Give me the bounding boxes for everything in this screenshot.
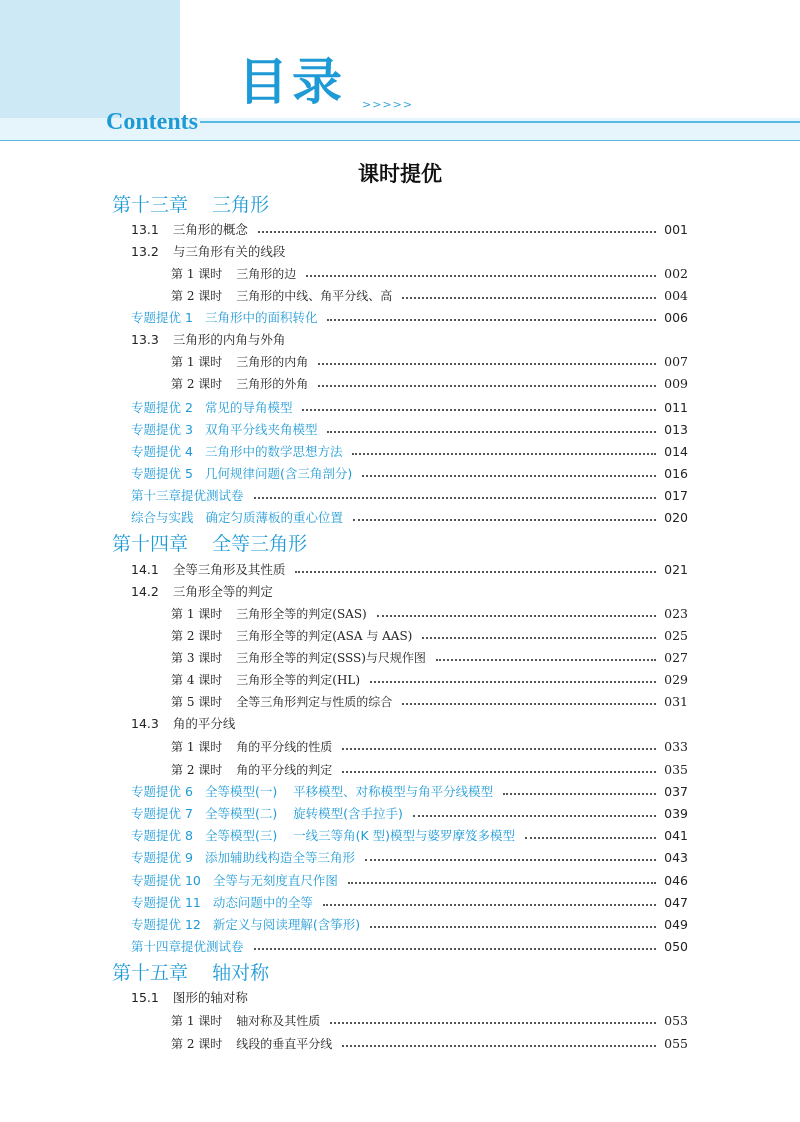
toc-entry[interactable] xyxy=(171,350,688,372)
toc-entry[interactable] xyxy=(131,780,688,802)
entry-page: 050 xyxy=(664,938,688,954)
entry-page: 009 xyxy=(664,375,688,391)
toc-entry[interactable] xyxy=(171,284,688,306)
toc-entry[interactable] xyxy=(171,758,688,780)
entry-page: 031 xyxy=(664,693,688,709)
leader-dots xyxy=(348,882,656,884)
leader-dots xyxy=(302,409,656,411)
entry-page: 011 xyxy=(664,399,688,415)
toc-entry[interactable] xyxy=(131,913,688,935)
entry-page: 053 xyxy=(664,1012,688,1028)
leader-dots xyxy=(402,703,656,705)
entry-tag: 专题提优 1 xyxy=(131,310,193,325)
entry-page: 033 xyxy=(664,738,688,754)
toc-entry[interactable] xyxy=(171,602,688,624)
entry-tag: 专题提优 10 xyxy=(131,873,201,888)
entry-text: 三角形的中线、角平分线、高 xyxy=(236,288,393,303)
chapter-14-title: 第十四章 全等三角形 xyxy=(112,533,308,555)
entry-tag: 专题提优 5 xyxy=(131,466,193,481)
leader-dots xyxy=(377,615,656,617)
chapter-13-title: 第十三章 三角形 xyxy=(112,194,270,216)
entry-page: 007 xyxy=(664,353,688,369)
entry-page: 049 xyxy=(664,916,688,932)
arrows-decoration: >>>>> xyxy=(362,98,414,111)
leader-dots xyxy=(306,275,656,277)
entry-number: 13.2 xyxy=(131,243,159,259)
entry-text: 角的平分线 xyxy=(172,716,236,731)
page-title: 目录 xyxy=(238,53,346,111)
entry-lesson: 第 2 课时 xyxy=(171,628,223,643)
entry-lesson: 第 2 课时 xyxy=(171,762,223,777)
toc-entry[interactable] xyxy=(131,824,688,846)
entry-page: 020 xyxy=(664,509,688,525)
entry-text: 全等三角形及其性质 xyxy=(172,562,286,577)
entry-text: 双角平分线夹角模型 xyxy=(204,422,318,437)
entry-text: 三角形全等的判定(SAS) xyxy=(236,606,367,621)
entry-text: 全等与无刻度直尺作图 xyxy=(212,873,338,888)
leader-dots xyxy=(413,815,656,817)
toc-entry[interactable] xyxy=(171,262,688,284)
leader-dots xyxy=(525,837,656,839)
entry-page: 027 xyxy=(664,649,688,665)
entry-page: 041 xyxy=(664,827,688,843)
entry-page: 037 xyxy=(664,783,688,799)
entry-text: 三角形的内角 xyxy=(236,354,309,369)
entry-text: 线段的垂直平分线 xyxy=(236,1036,333,1051)
contents-label: Contents xyxy=(106,109,199,135)
chapter-15-title: 第十五章 轴对称 xyxy=(112,962,270,984)
entry-text: 三角形的边 xyxy=(236,266,297,281)
entry-page: 014 xyxy=(664,443,688,459)
toc-entry[interactable] xyxy=(171,624,688,646)
toc-entry[interactable] xyxy=(171,1032,688,1054)
entry-lesson: 第 1 课时 xyxy=(171,266,223,281)
entry-tag: 专题提优 2 xyxy=(131,400,193,415)
entry-text: 全等模型(一) 平移模型、对称模型与角平分线模型 xyxy=(204,784,494,799)
chapter-14-row xyxy=(0,533,800,555)
section-title: 课时提优 xyxy=(358,161,442,186)
entry-page: 055 xyxy=(664,1035,688,1051)
leader-dots xyxy=(342,1045,656,1047)
leader-dots xyxy=(330,1022,656,1024)
leader-dots xyxy=(352,453,656,455)
entry-text: 角的平分线的性质 xyxy=(236,739,333,754)
toc-entry[interactable] xyxy=(131,506,688,528)
toc-entry[interactable] xyxy=(131,418,688,440)
toc-entry[interactable] xyxy=(131,558,688,580)
entry-text: 三角形的内角与外角 xyxy=(172,332,286,347)
entry-tag: 专题提优 4 xyxy=(131,444,193,459)
entry-text: 三角形全等的判定 xyxy=(172,584,273,599)
entry-number: 14.2 xyxy=(131,583,159,599)
chapter-15-row xyxy=(0,962,800,984)
entry-text: 全等模型(三) 一线三等角(K 型)模型与婆罗摩笈多模型 xyxy=(204,828,516,843)
leader-dots xyxy=(254,948,656,950)
entry-page: 047 xyxy=(664,894,688,910)
entry-text: 轴对称及其性质 xyxy=(236,1013,321,1028)
entry-text: 三角形中的数学思想方法 xyxy=(204,444,343,459)
toc-entry[interactable] xyxy=(171,372,688,394)
header-line xyxy=(200,121,800,123)
entry-text: 三角形全等的判定(SSS)与尺规作图 xyxy=(236,650,426,665)
entry-tag: 专题提优 6 xyxy=(131,784,193,799)
toc-entry[interactable] xyxy=(131,712,688,734)
leader-dots xyxy=(254,497,656,499)
leader-dots xyxy=(323,904,656,906)
toc-entry[interactable] xyxy=(171,1009,688,1031)
entry-text: 图形的轴对称 xyxy=(172,990,248,1005)
entry-page: 006 xyxy=(664,309,688,325)
entry-text: 三角形的外角 xyxy=(236,376,309,391)
leader-dots xyxy=(258,231,656,233)
entry-page: 035 xyxy=(664,761,688,777)
toc-entry[interactable] xyxy=(131,306,688,328)
entry-page: 021 xyxy=(664,561,688,577)
toc-entry[interactable] xyxy=(131,891,688,913)
chapter-13-row xyxy=(0,194,800,216)
toc-entry[interactable] xyxy=(131,462,688,484)
entry-tag: 第十三章提优测试卷 xyxy=(131,488,244,503)
entry-lesson: 第 1 课时 xyxy=(171,606,223,621)
entry-text: 动态问题中的全等 xyxy=(212,895,313,910)
entry-lesson: 第 2 课时 xyxy=(171,376,223,391)
entry-tag: 专题提优 9 xyxy=(131,850,193,865)
leader-dots xyxy=(422,637,656,639)
entry-text: 三角形的概念 xyxy=(172,222,248,237)
toc-entry[interactable] xyxy=(171,690,688,712)
leader-dots xyxy=(503,793,656,795)
entry-tag: 专题提优 11 xyxy=(131,895,201,910)
entry-tag: 专题提优 7 xyxy=(131,806,193,821)
toc-entry[interactable] xyxy=(131,396,688,418)
entry-text: 确定匀质薄板的重心位置 xyxy=(205,510,344,525)
entry-text: 几何规律问题(含三角剖分) xyxy=(204,466,353,481)
toc-entry[interactable] xyxy=(131,440,688,462)
leader-dots xyxy=(295,571,656,573)
entry-text: 三角形中的面积转化 xyxy=(204,310,318,325)
leader-dots xyxy=(402,297,656,299)
toc-entry[interactable] xyxy=(131,218,688,240)
leader-dots xyxy=(327,319,656,321)
toc-entry[interactable] xyxy=(131,240,688,262)
entry-page: 029 xyxy=(664,671,688,687)
leader-dots xyxy=(318,385,656,387)
leader-dots xyxy=(370,926,656,928)
entry-lesson: 第 1 课时 xyxy=(171,354,223,369)
entry-lesson: 第 2 课时 xyxy=(171,1036,223,1051)
entry-tag: 专题提优 12 xyxy=(131,917,201,932)
leader-dots xyxy=(353,519,656,521)
entry-tag: 综合与实践 xyxy=(131,510,194,525)
entry-page: 023 xyxy=(664,605,688,621)
entry-lesson: 第 2 课时 xyxy=(171,288,223,303)
header-divider xyxy=(0,140,800,141)
entry-page: 043 xyxy=(664,849,688,865)
toc-entry[interactable] xyxy=(131,802,688,824)
toc-entry[interactable] xyxy=(131,846,688,868)
entry-text: 全等模型(二) 旋转模型(含手拉手) xyxy=(204,806,403,821)
leader-dots xyxy=(362,475,656,477)
entry-page: 016 xyxy=(664,465,688,481)
entry-text: 角的平分线的判定 xyxy=(236,762,333,777)
entry-page: 039 xyxy=(664,805,688,821)
leader-dots xyxy=(370,681,656,683)
toc-entry[interactable] xyxy=(131,484,688,506)
entry-text: 添加辅助线构造全等三角形 xyxy=(204,850,355,865)
entry-text: 与三角形有关的线段 xyxy=(172,244,286,259)
leader-dots xyxy=(342,771,656,773)
toc-entry[interactable] xyxy=(131,935,688,957)
entry-number: 14.3 xyxy=(131,715,159,731)
entry-page: 013 xyxy=(664,421,688,437)
toc-entry[interactable] xyxy=(131,869,688,891)
entry-page: 001 xyxy=(664,221,688,237)
entry-lesson: 第 1 课时 xyxy=(171,739,223,754)
toc-entry[interactable] xyxy=(131,986,688,1008)
leader-dots xyxy=(318,363,656,365)
entry-tag: 专题提优 8 xyxy=(131,828,193,843)
toc-entry[interactable] xyxy=(131,328,688,350)
entry-text: 全等三角形判定与性质的综合 xyxy=(236,694,393,709)
leader-dots xyxy=(436,659,656,661)
toc-entry[interactable] xyxy=(131,580,688,602)
entry-lesson: 第 1 课时 xyxy=(171,1013,223,1028)
entry-text: 常见的导角模型 xyxy=(204,400,293,415)
toc-entry[interactable] xyxy=(171,735,688,757)
entry-tag: 专题提优 3 xyxy=(131,422,193,437)
leader-dots xyxy=(365,859,656,861)
entry-page: 025 xyxy=(664,627,688,643)
leader-dots xyxy=(342,748,656,750)
toc-entry[interactable] xyxy=(171,668,688,690)
entry-text: 三角形全等的判定(HL) xyxy=(236,672,361,687)
entry-number: 15.1 xyxy=(131,989,159,1005)
entry-number: 13.3 xyxy=(131,331,159,347)
entry-text: 三角形全等的判定(ASA 与 AAS) xyxy=(236,628,413,643)
entry-lesson: 第 4 课时 xyxy=(171,672,223,687)
entry-lesson: 第 5 课时 xyxy=(171,694,223,709)
toc-entry[interactable] xyxy=(171,646,688,668)
entry-text: 新定义与阅读理解(含筝形) xyxy=(212,917,361,932)
entry-tag: 第十四章提优测试卷 xyxy=(131,939,244,954)
entry-page: 004 xyxy=(664,287,688,303)
entry-number: 14.1 xyxy=(131,561,159,577)
entry-lesson: 第 3 课时 xyxy=(171,650,223,665)
leader-dots xyxy=(327,431,656,433)
entry-page: 017 xyxy=(664,487,688,503)
entry-number: 13.1 xyxy=(131,221,159,237)
entry-page: 046 xyxy=(664,872,688,888)
entry-page: 002 xyxy=(664,265,688,281)
